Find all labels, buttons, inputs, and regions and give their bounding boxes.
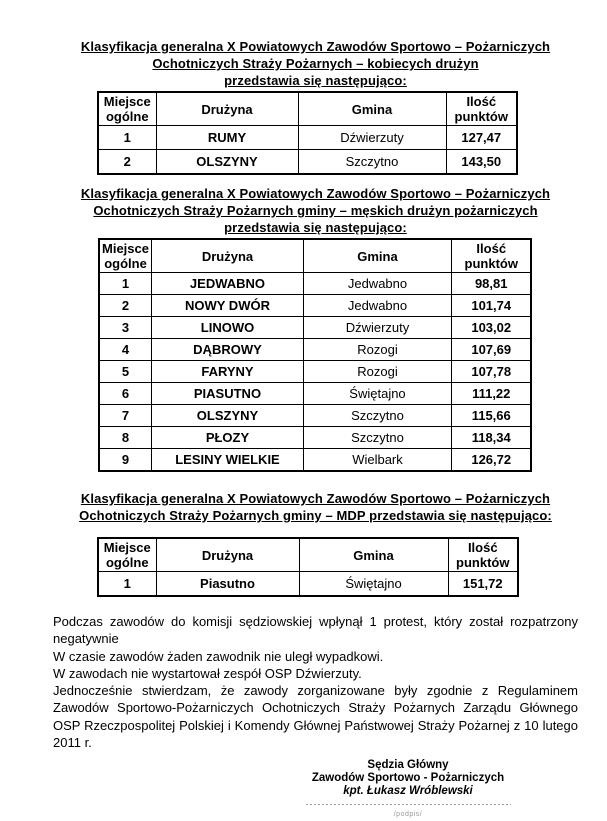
cell-place: 7 bbox=[99, 405, 151, 427]
table-row bbox=[99, 273, 531, 295]
table-body bbox=[98, 126, 517, 175]
cell-gmina: Świętajno bbox=[303, 383, 451, 405]
cell-points: 107,69 bbox=[451, 339, 531, 361]
heading-line bbox=[53, 202, 578, 219]
cell-gmina: Rozogi bbox=[303, 339, 451, 361]
cell-team: Piasutno bbox=[156, 572, 299, 597]
cell-gmina: Szczytno bbox=[298, 150, 446, 175]
signature-caption: /podpis/ bbox=[393, 811, 423, 819]
table-header bbox=[98, 92, 517, 126]
heading-line-text: przedstawia się następująco: bbox=[224, 220, 407, 235]
cell-gmina: Jedwabno bbox=[303, 295, 451, 317]
table-body bbox=[98, 572, 518, 597]
column-header-points: Ilość punktów bbox=[451, 239, 531, 273]
cell-team: OLSZYNY bbox=[156, 150, 298, 175]
results-table-men bbox=[98, 238, 532, 472]
signature-dashed-line bbox=[306, 804, 511, 805]
cell-place: 1 bbox=[98, 572, 156, 597]
signature-name: kpt. Łukasz Wróblewski bbox=[343, 785, 473, 798]
cell-points: 118,34 bbox=[451, 427, 531, 449]
cell-place: 9 bbox=[99, 449, 151, 472]
results-table-mdp bbox=[97, 537, 519, 597]
heading-line-text: Klasyfikacja generalna X Powiatowych Zawodów Sportowo – Pożarniczych bbox=[80, 491, 551, 506]
cell-team: LINOWO bbox=[151, 317, 303, 339]
column-header-gmina: Gmina bbox=[303, 239, 451, 273]
cell-team: FARYNY bbox=[151, 361, 303, 383]
cell-team: NOWY DWÓR bbox=[151, 295, 303, 317]
table-row bbox=[99, 317, 531, 339]
table-row bbox=[98, 150, 517, 175]
table-header-row bbox=[98, 92, 517, 126]
table-header-row bbox=[98, 538, 518, 572]
cell-points: 98,81 bbox=[451, 273, 531, 295]
cell-points: 101,74 bbox=[451, 295, 531, 317]
heading-line bbox=[53, 185, 578, 202]
column-header-place: Miejsce ogólne bbox=[98, 538, 156, 572]
heading-line-text: Ochotniczych Straży Pożarnych gminy – męskich drużyn pożarniczych bbox=[93, 203, 538, 218]
signature-role-line2: Zawodów Sportowo - Pożarniczych bbox=[311, 772, 505, 785]
heading-line bbox=[53, 219, 578, 236]
note-no-start: W zawodach nie wystartował zespół OSP Dźwierzuty. bbox=[53, 665, 362, 681]
cell-team: OLSZYNY bbox=[151, 405, 303, 427]
heading-line bbox=[53, 490, 578, 507]
table-row bbox=[99, 361, 531, 383]
cell-team: PŁOZY bbox=[151, 427, 303, 449]
table-row bbox=[98, 572, 518, 597]
table-row bbox=[99, 295, 531, 317]
section-men-results bbox=[53, 185, 578, 472]
section-women-heading bbox=[53, 38, 578, 89]
signature-role-line1: Sędzia Główny bbox=[367, 759, 449, 772]
cell-gmina: Jedwabno bbox=[303, 273, 451, 295]
heading-line bbox=[53, 55, 578, 72]
cell-gmina: Szczytno bbox=[303, 405, 451, 427]
table-row bbox=[99, 383, 531, 405]
results-table-women bbox=[97, 91, 518, 175]
cell-team: PIASUTNO bbox=[151, 383, 303, 405]
section-mdp-results bbox=[53, 490, 578, 597]
heading-line-text: Klasyfikacja generalna X Powiatowych Zawodów Sportowo – Pożarniczych bbox=[80, 39, 551, 54]
cell-place: 8 bbox=[99, 427, 151, 449]
column-header-gmina: Gmina bbox=[299, 538, 448, 572]
column-header-place: Miejsce ogólne bbox=[99, 239, 151, 273]
heading-line-text: Klasyfikacja generalna X Powiatowych Zawodów Sportowo – Pożarniczych bbox=[80, 186, 551, 201]
column-header-place: Miejsce ogólne bbox=[98, 92, 156, 126]
cell-gmina: Świętajno bbox=[299, 572, 448, 597]
note-protest: Podczas zawodów do komisji sędziowskiej wpłynął 1 protest, który został rozpatrzony negatywnie bbox=[53, 614, 578, 647]
signature-block bbox=[248, 759, 568, 821]
heading-line bbox=[53, 507, 578, 524]
cell-place: 2 bbox=[99, 295, 151, 317]
cell-place: 6 bbox=[99, 383, 151, 405]
table-body bbox=[99, 273, 531, 472]
cell-points: 111,22 bbox=[451, 383, 531, 405]
table-row bbox=[99, 339, 531, 361]
table-row bbox=[99, 427, 531, 449]
column-header-team: Drużyna bbox=[156, 92, 298, 126]
heading-line-text: przedstawia się następująco: bbox=[224, 73, 407, 88]
column-header-points: Ilość punktów bbox=[446, 92, 517, 126]
cell-points: 107,78 bbox=[451, 361, 531, 383]
table-row bbox=[99, 449, 531, 472]
cell-points: 126,72 bbox=[451, 449, 531, 472]
heading-line-text: Ochotniczych Straży Pożarnych – kobiecych drużyn bbox=[152, 56, 479, 71]
cell-gmina: Dźwierzuty bbox=[298, 126, 446, 150]
notes-block bbox=[53, 613, 578, 751]
table-header bbox=[98, 538, 518, 572]
column-header-team: Drużyna bbox=[156, 538, 299, 572]
cell-team: DĄBROWY bbox=[151, 339, 303, 361]
note-accidents: W czasie zawodów żaden zawodnik nie uległ wypadkowi. bbox=[53, 648, 384, 664]
cell-team: LESINY WIELKIE bbox=[151, 449, 303, 472]
table-row bbox=[98, 126, 517, 150]
cell-gmina: Rozogi bbox=[303, 361, 451, 383]
cell-team: RUMY bbox=[156, 126, 298, 150]
cell-points: 103,02 bbox=[451, 317, 531, 339]
cell-points: 151,72 bbox=[448, 572, 518, 597]
column-header-gmina: Gmina bbox=[298, 92, 446, 126]
heading-line bbox=[53, 38, 578, 55]
section-mdp-heading bbox=[53, 490, 578, 524]
section-men-heading bbox=[53, 185, 578, 236]
column-header-team: Drużyna bbox=[151, 239, 303, 273]
heading-line bbox=[53, 72, 578, 89]
document-content bbox=[0, 38, 607, 821]
cell-points: 143,50 bbox=[446, 150, 517, 175]
table-row bbox=[99, 405, 531, 427]
table-header bbox=[99, 239, 531, 273]
cell-points: 115,66 bbox=[451, 405, 531, 427]
cell-place: 1 bbox=[98, 126, 156, 150]
cell-gmina: Dźwierzuty bbox=[303, 317, 451, 339]
cell-gmina: Szczytno bbox=[303, 427, 451, 449]
column-header-points: Ilość punktów bbox=[448, 538, 518, 572]
section-women-results bbox=[53, 38, 578, 175]
cell-place: 3 bbox=[99, 317, 151, 339]
cell-gmina: Wielbark bbox=[303, 449, 451, 472]
cell-points: 127,47 bbox=[446, 126, 517, 150]
cell-place: 2 bbox=[98, 150, 156, 175]
cell-team: JEDWABNO bbox=[151, 273, 303, 295]
cell-place: 1 bbox=[99, 273, 151, 295]
table-header-row bbox=[99, 239, 531, 273]
heading-line-text: Ochotniczych Straży Pożarnych gminy – MDP przedstawia się następująco: bbox=[79, 508, 552, 523]
cell-place: 4 bbox=[99, 339, 151, 361]
note-regulations: Jednocześnie stwierdzam, że zawody zorganizowane były zgodnie z Regulaminem Zawodów Sportowo-Pożarniczych Ochotniczych Straży Pożarnych Zarządu Głównego OSP Rzeczpospolitej Polskiej i Komendy Głównej Państwowej Straży Pożarnej z 10 lutego 2011 r. bbox=[53, 683, 578, 751]
cell-place: 5 bbox=[99, 361, 151, 383]
